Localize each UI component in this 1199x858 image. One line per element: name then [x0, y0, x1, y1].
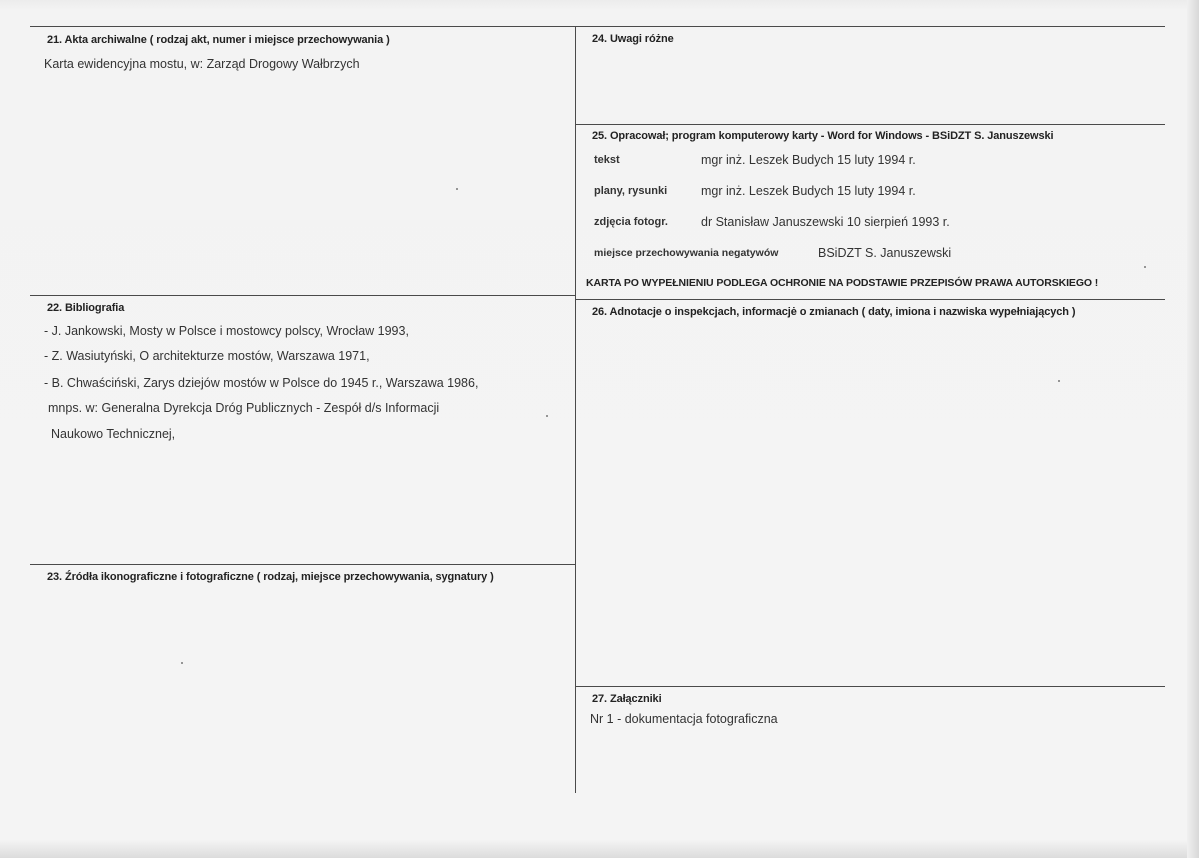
rule-26-top: [576, 299, 1165, 300]
column-divider: [575, 26, 576, 793]
section-27-text: Nr 1 - dokumentacja fotograficzna: [590, 712, 778, 726]
paper-speck: [181, 662, 183, 664]
row-label-negatywy: miejsce przechowywania negatywów: [594, 247, 779, 259]
row-label-plany: plany, rysunki: [594, 185, 668, 197]
row-value-tekst: mgr inż. Leszek Budych 15 luty 1994 r.: [701, 153, 916, 167]
row-value-zdjecia: dr Stanisław Januszewski 10 sierpień 1993 r.: [701, 215, 950, 229]
section-22-heading: 22. Bibliografia: [47, 302, 125, 314]
rule-22-top: [30, 295, 576, 296]
section-21-heading: 21. Akta archiwalne ( rodzaj akt, numer i miejsce przechowywania ): [47, 34, 390, 46]
rule-23-top: [30, 564, 576, 565]
rule-25-top: [576, 124, 1165, 125]
copyright-notice: KARTA PO WYPEŁNIENIU PODLEGA OCHRONIE NA PODSTAWIE PRZEPISÓW PRAWA AUTORSKIEGO !: [586, 277, 1099, 289]
bibliography-line: - B. Chwaściński, Zarys dziejów mostów w Polsce do 1945 r., Warszawa 1986,: [44, 376, 479, 390]
section-25-heading: 25. Opracował; program komputerowy karty - Word for Windows - BSiDZT S. Januszewski: [592, 130, 1054, 142]
section-23-heading: 23. Źródła ikonograficzne i fotograficzne ( rodzaj, miejsce przechowywania, sygnatury ): [47, 571, 494, 583]
paper-speck: [546, 415, 548, 417]
paper-speck: [1058, 380, 1060, 382]
row-value-plany: mgr inż. Leszek Budych 15 luty 1994 r.: [701, 184, 916, 198]
paper-speck: [456, 188, 458, 190]
row-label-tekst: tekst: [594, 154, 620, 166]
card-edge: [1187, 0, 1199, 858]
bibliography-line: mnps. w: Generalna Dyrekcja Dróg Publicznych - Zespół d/s Informacji: [48, 401, 440, 415]
paper-speck: [1144, 266, 1146, 268]
row-label-zdjecia: zdjęcia fotogr.: [594, 216, 668, 228]
bibliography-line: - J. Jankowski, Mosty w Polsce i mostowcy polscy, Wrocław 1993,: [44, 324, 409, 338]
row-value-negatywy: BSiDZT S. Januszewski: [818, 246, 952, 260]
section-27-heading: 27. Załączniki: [592, 693, 662, 705]
top-rule: [30, 26, 1165, 27]
section-24-heading: 24. Uwagi różne: [592, 33, 674, 45]
section-21-text: Karta ewidencyjna mostu, w: Zarząd Drogowy Wałbrzych: [44, 57, 360, 71]
section-26-heading: 26. Adnotacje o inspekcjach, informacjė o zmianach ( daty, imiona i nazwiska wypełniających ): [592, 306, 1076, 318]
bibliography-line: Naukowo Technicznej,: [51, 427, 176, 441]
rule-27-top: [576, 686, 1165, 687]
bibliography-line: - Z. Wasiutyński, O architekturze mostów, Warszawa 1971,: [44, 349, 370, 363]
